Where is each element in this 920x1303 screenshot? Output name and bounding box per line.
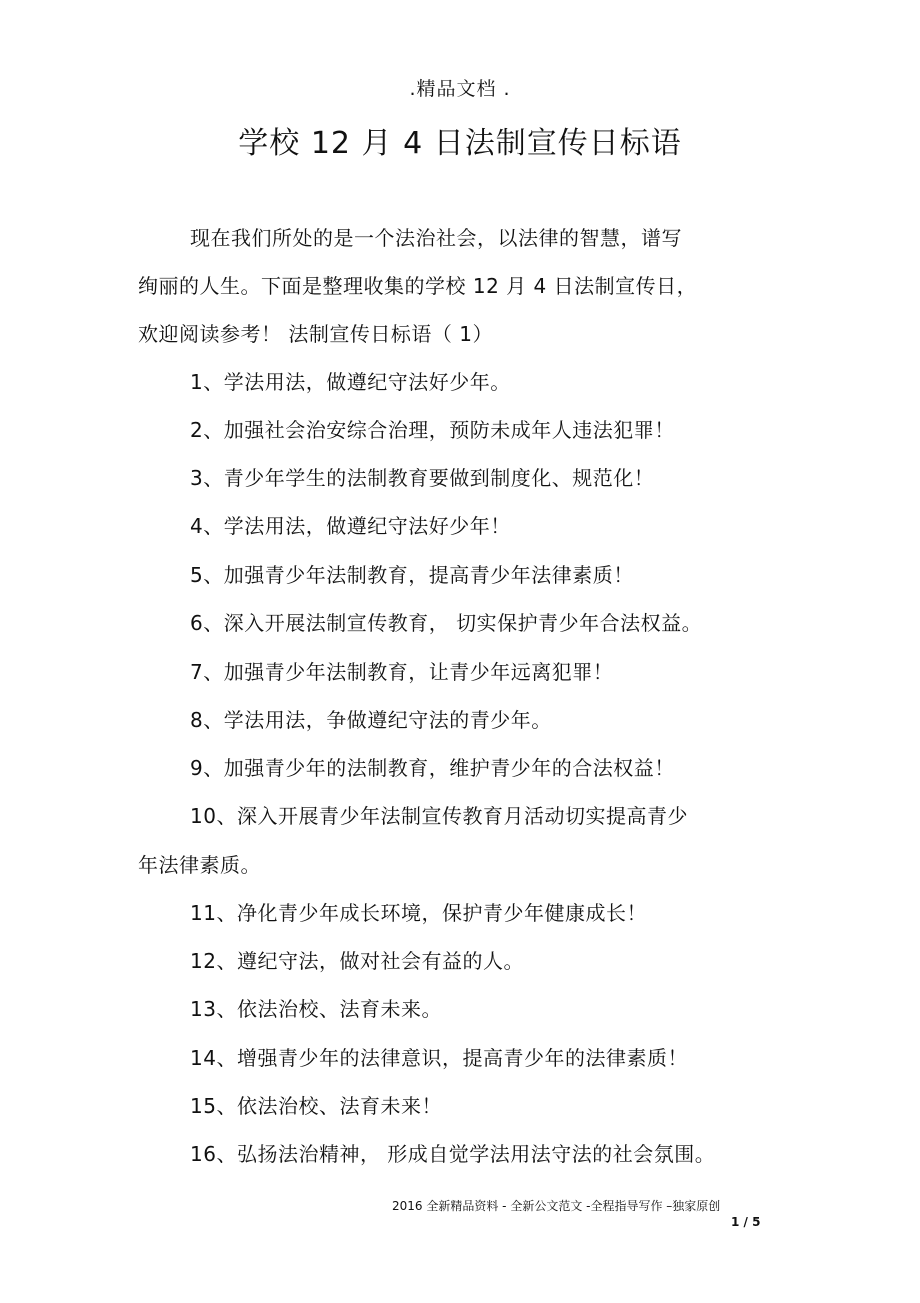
intro-line-3: 欢迎阅读参考！ 法制宣传日标语（ 1） — [138, 322, 493, 346]
page-number: 1 / 5 — [731, 1215, 761, 1229]
list-item: 8、学法用法，争做遵纪守法的青少年。 — [190, 708, 552, 732]
list-item: 16、弘扬法治精神， 形成自觉学法用法守法的社会氛围。 — [190, 1142, 716, 1166]
list-item: 1、学法用法，做遵纪守法好少年。 — [190, 370, 511, 394]
list-item: 14、增强青少年的法律意识，提高青少年的法律素质！ — [190, 1046, 688, 1070]
list-item: 6、深入开展法制宣传教育， 切实保护青少年合法权益。 — [190, 611, 703, 635]
list-item: 3、青少年学生的法制教育要做到制度化、规范化！ — [190, 466, 655, 490]
list-item: 2、加强社会治安综合治理，预防未成年人违法犯罪！ — [190, 418, 675, 442]
list-item: 9、加强青少年的法制教育，维护青少年的合法权益！ — [190, 756, 675, 780]
list-item: 15、依法治校、法育未来！ — [190, 1094, 442, 1118]
list-item: 13、依法治校、法育未来。 — [190, 997, 442, 1021]
header-label: .精品文档 . — [409, 78, 511, 100]
list-item-continuation: 年法律素质。 — [138, 853, 261, 877]
list-item: 5、加强青少年法制教育，提高青少年法律素质！ — [190, 563, 634, 587]
intro-line-1: 现在我们所处的是一个法治社会，以法律的智慧，谱写 — [190, 226, 682, 250]
document-title: 学校 12 月 4 日法制宣传日标语 — [238, 126, 682, 161]
list-item: 11、净化青少年成长环境，保护青少年健康成长！ — [190, 901, 647, 925]
footer-note: 2016 全新精品资料 - 全新公文范文 -全程指导写作 –独家原创 — [392, 1199, 721, 1213]
list-item: 12、遵纪守法，做对社会有益的人。 — [190, 949, 524, 973]
list-item: 4、学法用法，做遵纪守法好少年！ — [190, 514, 511, 538]
intro-line-2: 绚丽的人生。下面是整理收集的学校 12 月 4 日法制宣传日， — [138, 274, 698, 298]
list-item: 10、深入开展青少年法制宣传教育月活动切实提高青少 — [190, 804, 688, 828]
list-item: 7、加强青少年法制教育，让青少年远离犯罪！ — [190, 660, 614, 684]
